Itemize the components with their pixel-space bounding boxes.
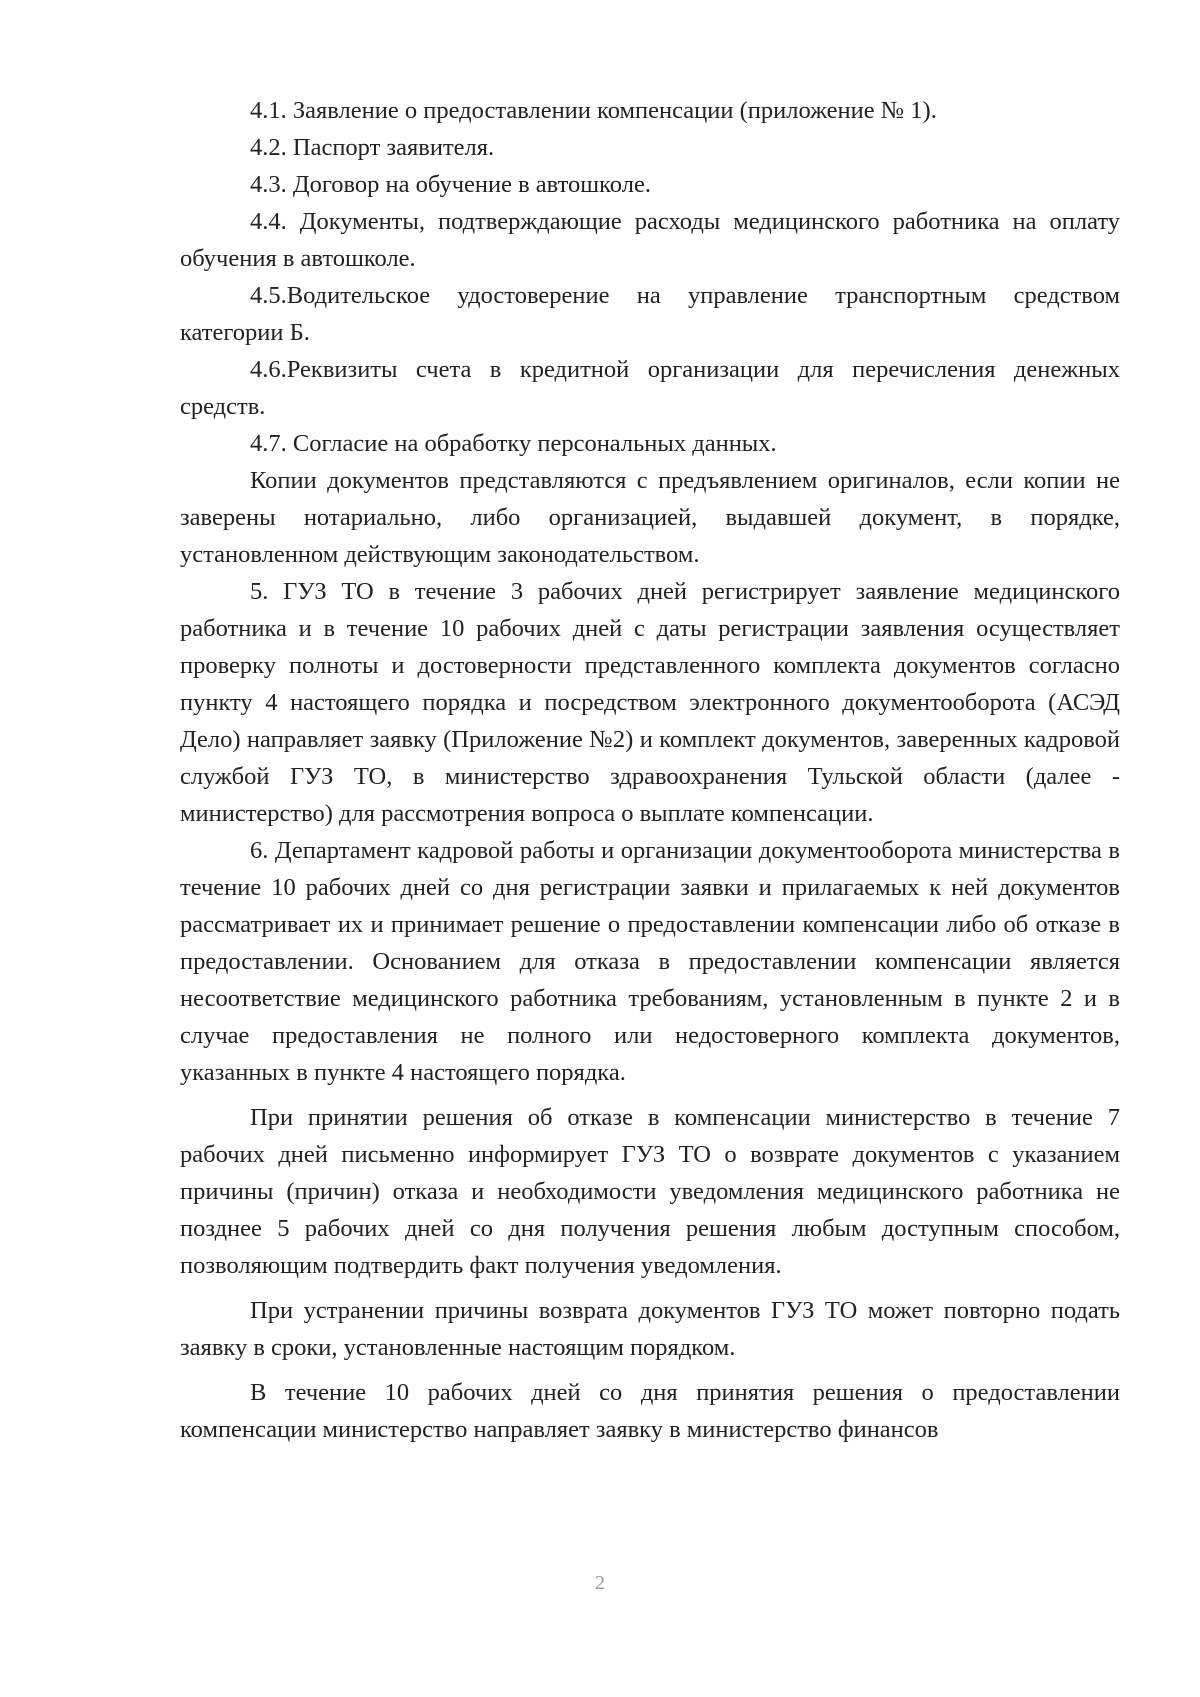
resubmit-paragraph: При устранении причины возврата документов ГУЗ ТО может повторно подать заявку в сроки, установленные настоящим порядком. — [180, 1297, 1120, 1361]
copies-note-paragraph: Копии документов представляются с предъявлением оригиналов, если копии не заверены нотариально, либо организацией, выдавшей документ, в порядке, установленном действующим законодательством. — [180, 467, 1120, 568]
item-4-6: 4.6.Реквизиты счета в кредитной организации для перечисления денежных средств. — [180, 356, 1120, 420]
page-number: 2 — [595, 1572, 605, 1594]
refusal-paragraph: При принятии решения об отказе в компенсации министерство в течение 7 рабочих дней письменно информирует ГУЗ ТО о возврате документов с указанием причины (причин) отказа и необходимости уведомления медицинского работника не позднее 5 рабочих дней со дня получения решения любым доступным способом, позволяющим подтвердить факт получения уведомления. — [180, 1104, 1120, 1279]
item-4-4: 4.4. Документы, подтверждающие расходы медицинского работника на оплату обучения в автошколе. — [180, 208, 1120, 272]
item-4-5: 4.5.Водительское удостоверение на управление транспортным средством категории Б. — [180, 282, 1120, 346]
item-4-3: 4.3. Договор на обучение в автошколе. — [250, 171, 651, 198]
item-4-2: 4.2. Паспорт заявителя. — [250, 134, 495, 161]
item-4-7: 4.7. Согласие на обработку персональных данных. — [250, 430, 777, 457]
paragraph-6: 6. Департамент кадровой работы и организации документооборота министерства в течение 10 рабочих дней со дня регистрации заявки и прилагаемых к ней документов рассматривает их и принимает решение о предоставлении компенсации либо об отказе в предоставлении. Основанием для отказа в предоставлении компенсации является несоответствие медицинского работника требованиям, установленным в пункте 2 и в случае предоставления не полного или недостоверного комплекта документов, указанных в пункте 4 настоящего порядка. — [180, 837, 1120, 1086]
item-4-1: 4.1. Заявление о предоставлении компенсации (приложение № 1). — [250, 97, 937, 124]
document-body — [180, 92, 1120, 1448]
paragraph-5: 5. ГУЗ ТО в течение 3 рабочих дней регистрирует заявление медицинского работника и в течение 10 рабочих дней с даты регистрации заявления осуществляет проверку полноты и достоверности представленного комплекта документов согласно пункту 4 настоящего порядка и посредством электронного документооборота (АСЭД Дело) направляет заявку (Приложение №2) и комплект документов, заверенных кадровой службой ГУЗ ТО, в министерство здравоохранения Тульской области (далее - министерство) для рассмотрения вопроса о выплате компенсации. — [180, 578, 1120, 827]
final-paragraph: В течение 10 рабочих дней со дня принятия решения о предоставлении компенсации министерство направляет заявку в министерство финансов — [180, 1379, 1120, 1443]
